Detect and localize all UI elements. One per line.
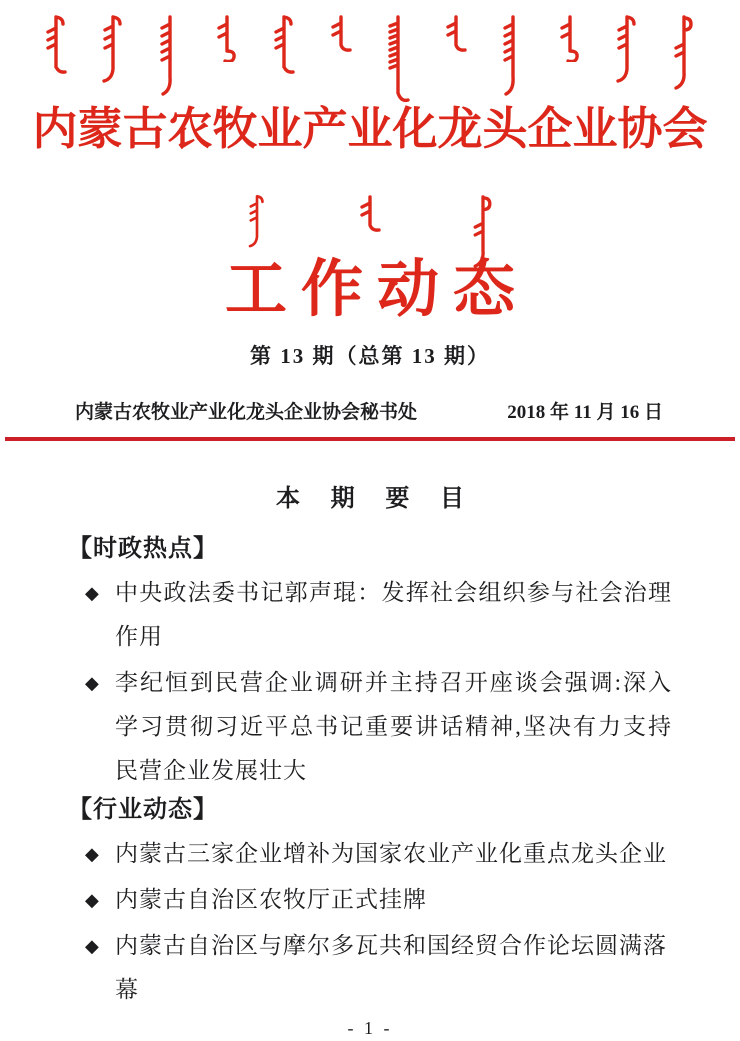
toc-item — [68, 571, 740, 659]
association-title: 内蒙古农牧业产业化龙头企业协会 — [32, 104, 708, 154]
toc-item-text — [115, 832, 672, 876]
toc-item-text — [115, 571, 672, 659]
mongolian-glyph-icon — [245, 194, 269, 250]
mongolian-glyph-icon — [358, 194, 382, 234]
issue-number-line: 第 13 期（总第 13 期） — [250, 344, 490, 368]
mongolian-glyph-icon — [101, 14, 125, 86]
publish-date: 2018 年 11 月 16 日 — [507, 402, 663, 423]
page-number: - 1 - — [347, 1018, 393, 1038]
mongolian-glyph-icon — [158, 14, 182, 98]
toc-section-politics — [68, 534, 740, 793]
section-title: 【时政热点】 — [68, 535, 218, 562]
mongolian-glyph-icon — [615, 14, 639, 86]
page-footer — [0, 1015, 740, 1041]
mongolian-glyph-icon — [329, 14, 353, 54]
mongolian-glyph-icon — [501, 14, 525, 98]
mongolian-glyph-icon — [558, 14, 582, 62]
toc-item — [68, 878, 740, 922]
toc-section-industry — [68, 795, 740, 1012]
mongolian-script-row-top — [44, 14, 696, 94]
bullet-diamond-icon: ◆ — [85, 844, 99, 864]
mongolian-glyph-icon — [444, 14, 468, 54]
bullet-diamond-icon: ◆ — [85, 890, 99, 910]
mongolian-glyph-icon — [386, 14, 410, 112]
mongolian-script-row-middle — [245, 194, 495, 250]
bullet-diamond-icon: ◆ — [85, 936, 99, 956]
toc-item-text — [115, 661, 672, 793]
toc-item-line: 内蒙古三家企业增补为国家农业产业化重点龙头企业 — [115, 841, 667, 866]
mongolian-glyph-icon — [272, 14, 296, 76]
red-divider-rule — [5, 437, 735, 441]
masthead — [0, 14, 740, 441]
toc-item-line: 内蒙古自治区农牧厅正式挂牌 — [115, 887, 427, 912]
table-of-contents — [0, 484, 740, 1012]
toc-item — [68, 832, 740, 876]
mongolian-glyph-icon — [672, 14, 696, 94]
mongolian-glyph-icon — [44, 14, 68, 76]
toc-item-text — [115, 878, 672, 922]
toc-item-line: 李纪恒到民营企业调研并主持召开座谈会强调:深入 — [115, 670, 672, 695]
toc-item-line: 民营企业发展壮大 — [115, 758, 307, 783]
bullet-diamond-icon: ◆ — [85, 673, 99, 693]
toc-item-line: 中央政法委书记郭声琨：发挥社会组织参与社会治理 — [115, 580, 672, 605]
toc-item-line: 学习贯彻习近平总书记重要讲话精神,坚决有力支持 — [115, 714, 672, 739]
mongolian-glyph-icon — [215, 14, 239, 62]
bulletin-title: 工作动态 — [224, 256, 529, 324]
section-title: 【行业动态】 — [68, 796, 218, 823]
toc-body — [0, 534, 740, 1012]
publisher-row — [0, 400, 740, 426]
toc-item — [68, 661, 740, 793]
bullet-diamond-icon: ◆ — [85, 583, 99, 603]
publisher-name: 内蒙古农牧业产业化龙头企业协会秘书处 — [75, 402, 418, 423]
toc-item-line: 内蒙古自治区与摩尔多瓦共和国经贸合作论坛圆满落幕 — [115, 933, 667, 1002]
toc-item-line: 作用 — [115, 624, 163, 649]
toc-heading: 本 期 要 目 — [275, 485, 476, 512]
